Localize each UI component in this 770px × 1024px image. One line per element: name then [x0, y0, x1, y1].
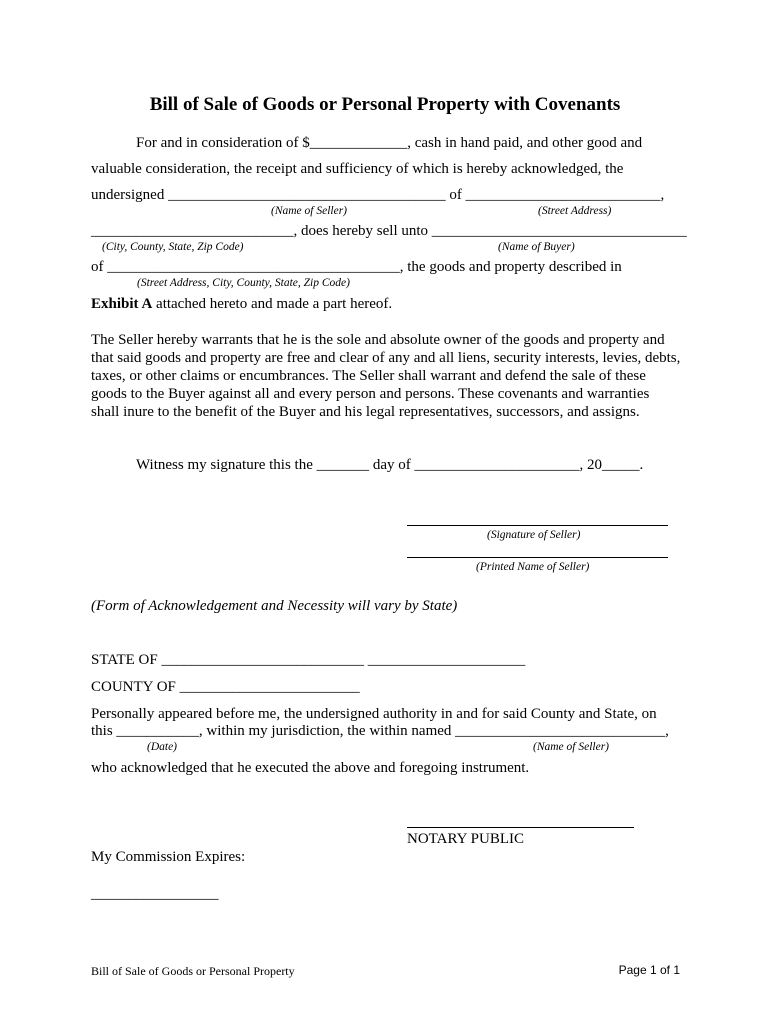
- exhibit-text: attached hereto and made a part hereof.: [152, 296, 393, 312]
- caption-street-address: (Street Address): [538, 205, 612, 217]
- notary-public-label: NOTARY PUBLIC: [407, 831, 525, 847]
- intro-line-4: ___________________________, does hereby sell unto __________________________________: [91, 223, 687, 239]
- caption-name-of-seller: (Name of Seller): [271, 205, 348, 217]
- county-of-line: COUNTY OF ________________________: [91, 679, 360, 695]
- witness-line: Witness my signature this the _______ day of ______________________, 20_____.: [136, 457, 644, 473]
- acknowledged-line: who acknowledged that he executed the above and foregoing instrument.: [91, 760, 530, 776]
- exhibit-line: [91, 296, 392, 313]
- caption-date: (Date): [147, 741, 178, 753]
- acknowledgement-note: (Form of Acknowledgement and Necessity will vary by State): [91, 598, 458, 614]
- notary-signature-line: [407, 827, 634, 828]
- commission-expires-label: My Commission Expires:: [91, 849, 246, 865]
- caption-name-of-seller-2: (Name of Seller): [533, 741, 610, 753]
- intro-line-3: undersigned _____________________________________ of __________________________,: [91, 187, 665, 203]
- seller-signature-line: [407, 525, 668, 526]
- seller-printed-name-line: [407, 557, 668, 558]
- caption-street-full: (Street Address, City, County, State, Zip Code): [137, 277, 350, 289]
- footer-document-name: Bill of Sale of Goods or Personal Property: [91, 964, 295, 978]
- intro-line-2: valuable consideration, the receipt and sufficiency of which is hereby acknowledged, the: [91, 161, 624, 177]
- caption-printed-name-of-seller: (Printed Name of Seller): [476, 561, 590, 573]
- commission-expires-blank: _________________: [91, 886, 219, 902]
- warranty-paragraph: The Seller hereby warrants that he is the sole and absolute owner of the goods and property and that said goods and property are free and clear of any and all liens, security interests, levies, debts, taxes, or other claims or encumbrances. The Seller shall warrant and defend the sale of these goods to the Buyer against all and every person and persons. These covenants and warranties shall inure to the benefit of the Buyer and his legal representatives, successors, and assigns.: [91, 332, 681, 420]
- exhibit-label: Exhibit A: [91, 296, 153, 312]
- footer-page-number: Page 1 of 1: [618, 963, 680, 977]
- document-title: Bill of Sale of Goods or Personal Property with Covenants: [149, 94, 621, 115]
- intro-line-1: For and in consideration of $_____________, cash in hand paid, and other good and: [136, 135, 643, 151]
- caption-name-of-buyer: (Name of Buyer): [498, 241, 575, 253]
- caption-signature-of-seller: (Signature of Seller): [487, 529, 581, 541]
- caption-city-county: (City, County, State, Zip Code): [102, 241, 244, 253]
- appeared-line-2: this ___________, within my jurisdiction, the within named ____________________________,: [91, 723, 669, 739]
- intro-line-5: of _______________________________________, the goods and property described in: [91, 259, 622, 275]
- appeared-line-1: Personally appeared before me, the undersigned authority in and for said County and State, on: [91, 706, 657, 722]
- state-of-line: STATE OF ___________________________ _____________________: [91, 652, 526, 668]
